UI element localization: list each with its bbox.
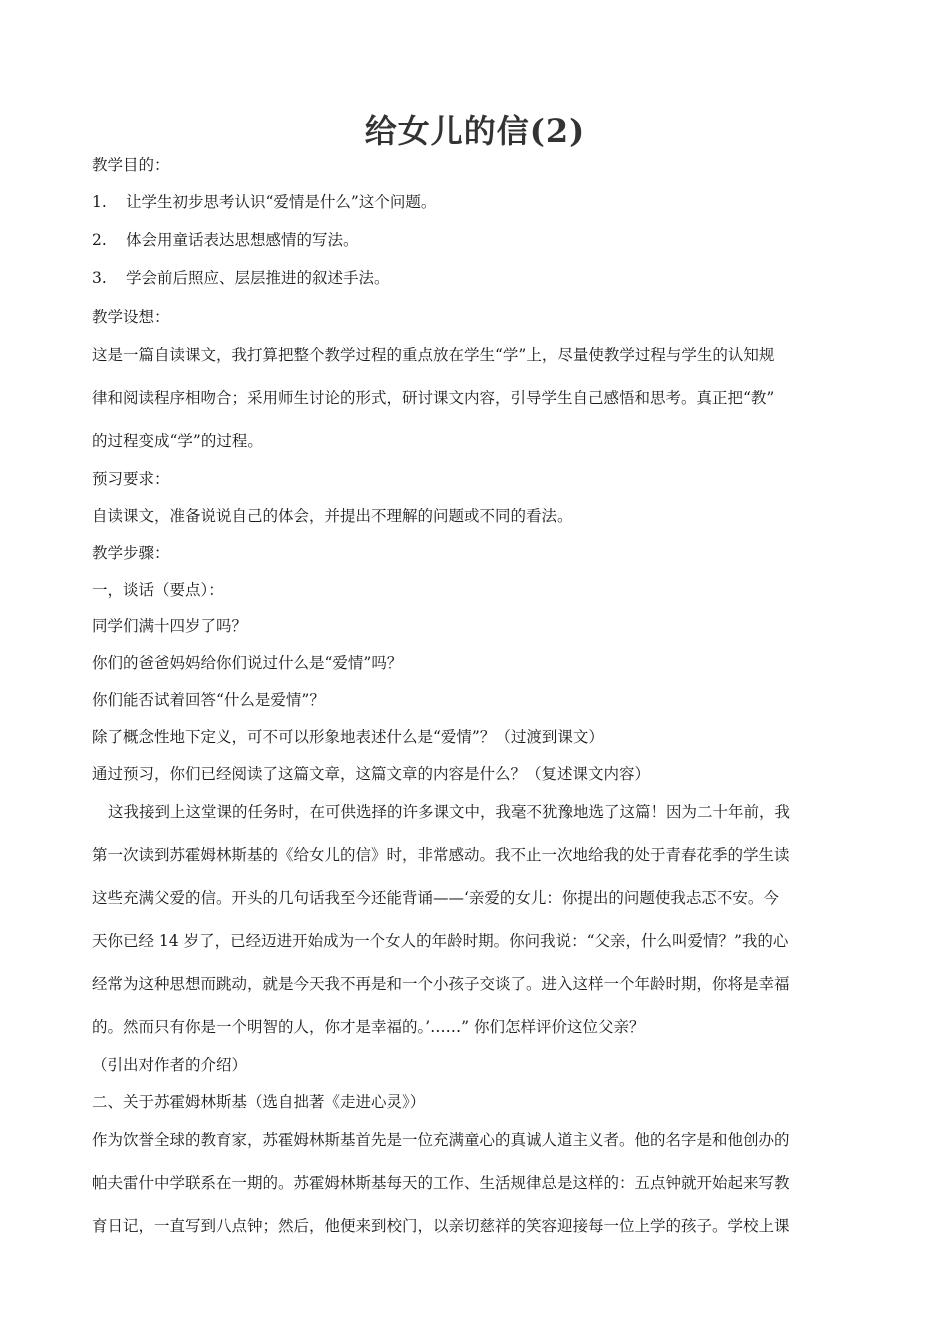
text-line: 帕夫雷什中学联系在一期的。苏霍姆林斯基每天的工作、生活规律总是这样的：五点钟就开始起来写教 [92, 1174, 790, 1192]
objective-item-1 [92, 192, 862, 212]
section-heading: 预习要求： [92, 470, 170, 488]
item-text: 学会前后照应、层层推进的叙述手法。 [126, 269, 390, 287]
item-number: 3. [92, 269, 107, 287]
text-line: 经常为这种思想而跳动，就是今天我不再是和一个小孩子交谈了。进入这样一个年龄时期，你将是幸福 [92, 975, 790, 993]
text-line: 的过程变成“学”的过程。 [92, 432, 263, 450]
objective-item-2 [92, 230, 862, 250]
text-line: 这是一篇自读课文，我打算把整个教学过程的重点放在学生“学”上，尽量使教学过程与学生的认知规 [92, 346, 775, 364]
section-heading: 教学步骤： [92, 544, 170, 562]
section-heading: 教学设想： [92, 308, 170, 326]
item-text: 让学生初步思考认识“爱情是什么”这个问题。 [126, 193, 437, 211]
document-title: 给女儿的信(2) [364, 112, 586, 150]
text-line: 除了概念性地下定义，可不可以形象地表述什么是“爱情”？（过渡到课文） [92, 728, 604, 746]
text-line: 通过预习，你们已经阅读了这篇文章，这篇文章的内容是什么？（复述课文内容） [92, 765, 651, 783]
text-line: 作为饮誉全球的教育家，苏霍姆林斯基首先是一位充满童心的真诚人道主义者。他的名字是和他创办的 [92, 1131, 790, 1149]
text-line: 这些充满父爱的信。开头的几句话我至今还能背诵——‘亲爱的女儿：你提出的问题使我忐忑不安。今 [92, 889, 779, 907]
text-line: 同学们满十四岁了吗？ [92, 617, 248, 635]
section-heading: 二、关于苏霍姆林斯基（选自拙著《走进心灵》） [92, 1093, 426, 1111]
text-line: 一，谈话（要点）： [92, 581, 224, 599]
text-line: 教学目的： [92, 156, 170, 174]
text-line: 的。然而只有你是一个明智的人，你才是幸福的。’……” 你们怎样评价这位父亲？ [92, 1018, 645, 1036]
text-line: （引出对作者的介绍） [92, 1056, 248, 1074]
item-text: 体会用童话表达思想感情的写法。 [126, 231, 359, 249]
text-line: 你们能否试着回答“什么是爱情”？ [92, 691, 325, 709]
text-line: 育日记，一直写到八点钟；然后，他便来到校门，以亲切慈祥的笑容迎接每一位上学的孩子。学校上课 [92, 1217, 790, 1235]
objective-item-3 [92, 268, 862, 288]
text-line: 这我接到上这堂课的任务时，在可供选择的许多课文中，我毫不犹豫地选了这篇！因为二十年前，我 [108, 803, 791, 821]
text-line: 第一次读到苏霍姆林斯基的《给女儿的信》时，非常感动。我不止一次地给我的处于青春花季的学生读 [92, 846, 790, 864]
text-line: 天你已经 14 岁了，已经迈进开始成为一个女人的年龄时期。你问我说：“父亲，什么叫爱情？”我的心 [92, 932, 789, 950]
text-line: 自读课文，准备说说自己的体会，并提出不理解的问题或不同的看法。 [92, 507, 573, 525]
item-number: 2. [92, 231, 107, 249]
text-line: 律和阅读程序相吻合；采用师生讨论的形式，研讨课文内容，引导学生自己感悟和思考。真正把“教” [92, 389, 775, 407]
text-line: 你们的爸爸妈妈给你们说过什么是“爱情”吗？ [92, 654, 403, 672]
item-number: 1. [92, 193, 107, 211]
